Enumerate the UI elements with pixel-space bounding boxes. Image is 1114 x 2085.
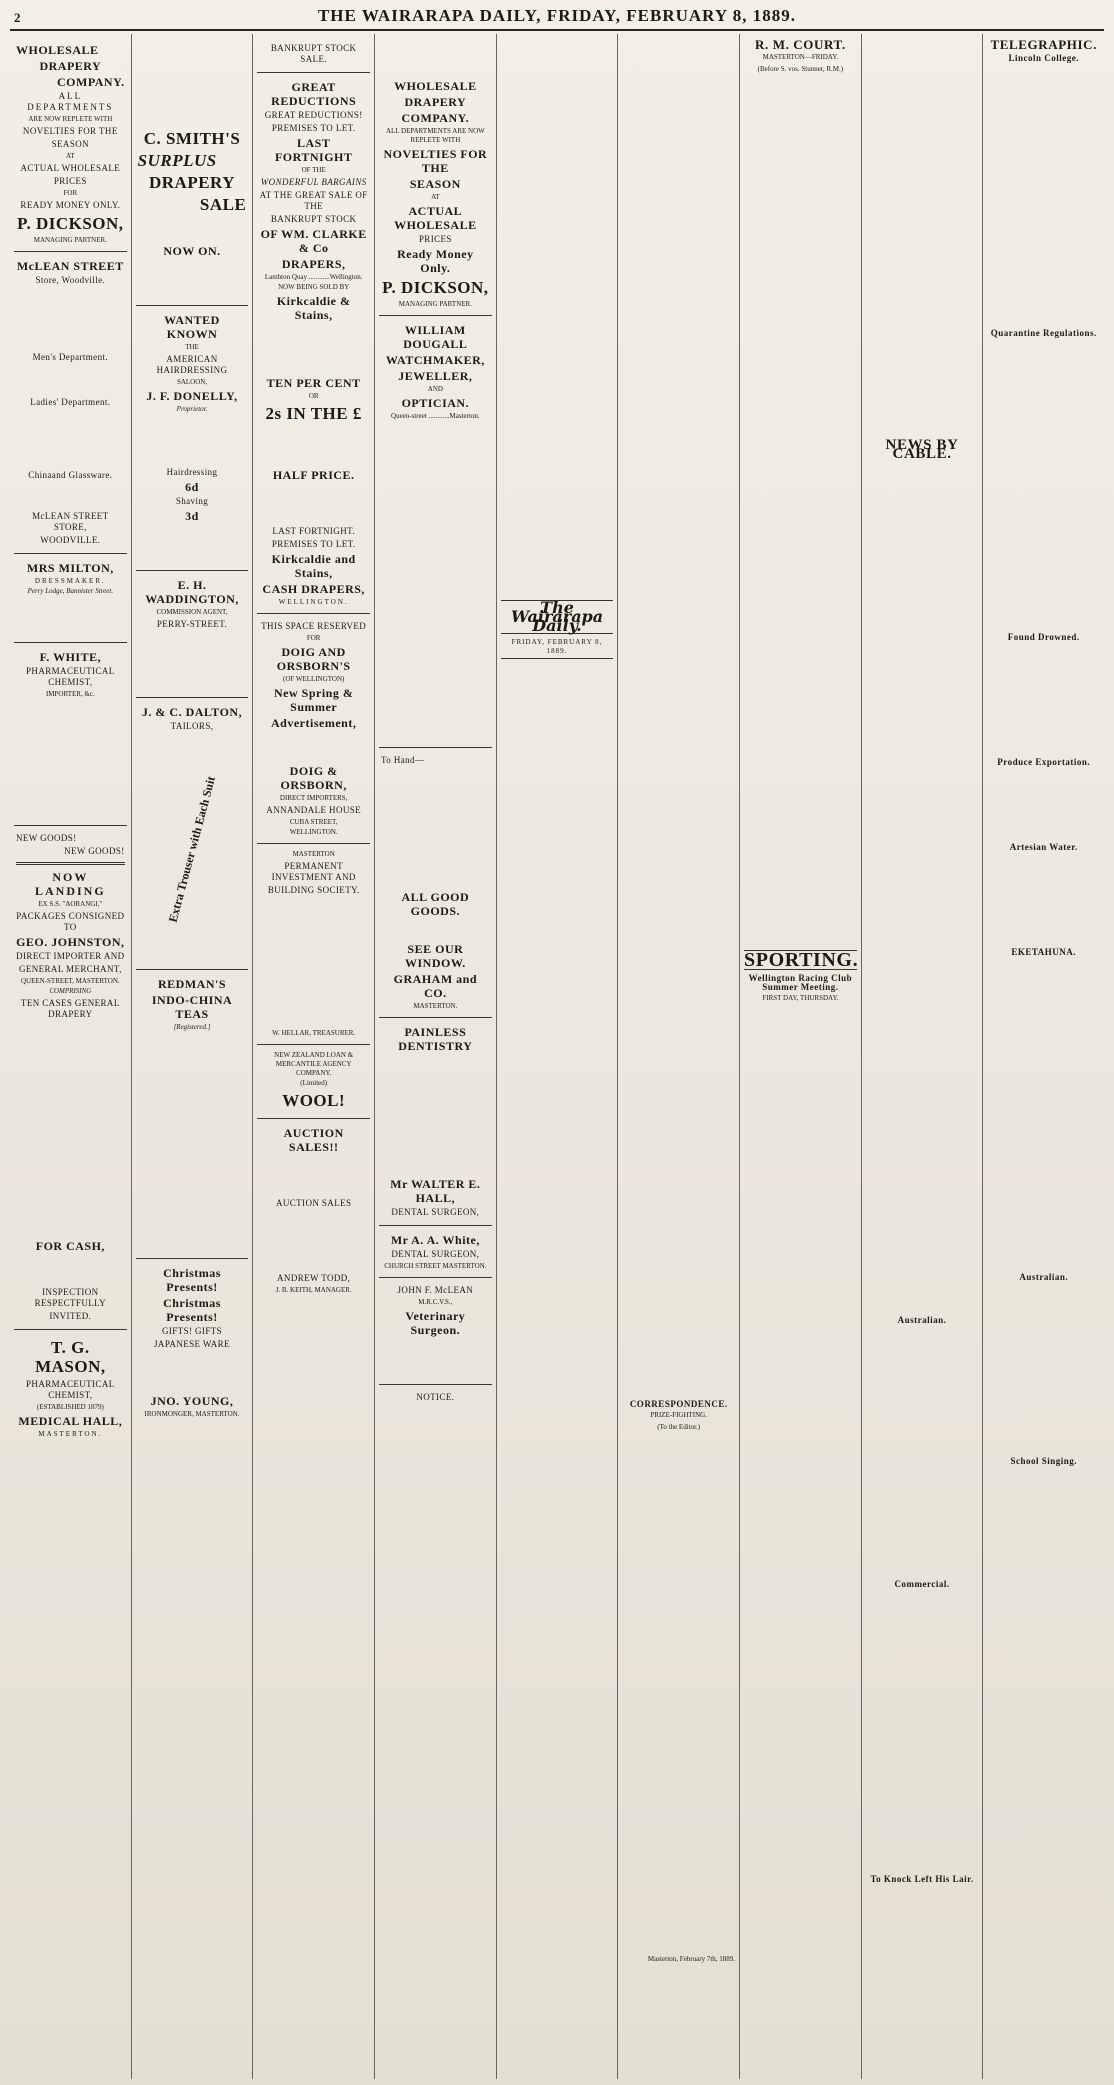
ad-christmas-presents — [136, 1259, 249, 1425]
ad-line: SALOON, — [176, 378, 208, 386]
ad-line: MANAGING PARTNER. — [33, 236, 107, 244]
section-subheading: Wellington Racing Club Summer Meeting. — [748, 973, 853, 992]
ad-line: BANKRUPT STOCK — [270, 214, 357, 224]
ad-line: DOIG AND ORSBORN'S — [276, 645, 351, 673]
ad-line: COMPRISING — [49, 987, 92, 995]
ad-line: Men's Department. — [32, 352, 109, 362]
ad-line: 6d — [185, 480, 199, 494]
ad-line: WOOL! — [282, 1091, 346, 1110]
ad-line: F. WHITE, — [39, 650, 102, 664]
ad-line: Lambton Quay ............Wellington. — [264, 273, 363, 281]
ad-line: CUBA STREET, — [289, 818, 338, 826]
ad-line: McLEAN STREET STORE, — [32, 511, 109, 532]
ad-line: COMMISSION AGENT, — [156, 608, 228, 616]
ad-line: SALE — [199, 195, 247, 214]
ad-line: WANTED KNOWN — [164, 313, 220, 341]
column-4 — [375, 34, 497, 2079]
ad-line: Ready Money Only. — [397, 247, 474, 275]
section-heading: Artesian Water. — [1009, 841, 1078, 852]
ad-line: FOR — [306, 634, 321, 642]
ad-line: Hairdressing — [166, 467, 218, 477]
ad-line: DRAPERS, — [281, 257, 346, 271]
ad-line: AT — [66, 152, 75, 160]
ad-line: DRESSMAKER. — [34, 577, 106, 585]
ad-line: WHOLESALE — [16, 43, 99, 57]
ad-line: CHURCH STREET MASTERTON. — [384, 1262, 487, 1270]
ad-auction-sales — [257, 1119, 370, 1301]
ad-line: WOODVILLE. — [40, 535, 101, 545]
ad-line: NEW GOODS! — [16, 833, 77, 843]
ad-line: SEE OUR WINDOW. — [404, 942, 466, 970]
ad-line: Chinaand Glassware. — [28, 470, 113, 480]
ad-wholesale-drapery-2 — [379, 72, 492, 316]
ad-line: JNO. YOUNG, — [150, 1394, 234, 1408]
ad-c-smith-surplus — [136, 36, 249, 306]
ad-line: LAST FORTNIGHT — [274, 136, 353, 164]
section-heading: Found Drowned. — [1007, 632, 1080, 643]
ad-line: WONDERFUL BARGAINS — [260, 177, 367, 187]
ad-line: AT — [431, 193, 440, 201]
ad-notice — [379, 1385, 492, 1410]
ad-line: DRAPERY — [404, 95, 467, 109]
ad-william-dougall — [379, 316, 492, 748]
ad-line: MEDICAL HALL, — [18, 1414, 123, 1428]
ad-line: NOW ON. — [163, 244, 221, 258]
ad-line: GENERAL MERCHANT, — [18, 964, 122, 974]
section-note: FIRST DAY, THURSDAY. — [762, 993, 839, 1002]
ad-line: THIS SPACE RESERVED — [261, 621, 367, 631]
ad-wholesale-drapery — [14, 36, 127, 252]
section-heading: School Singing. — [1010, 1456, 1077, 1467]
ad-line: P. DICKSON, — [17, 214, 124, 233]
ad-line: (ESTABLISHED 1879) — [36, 1403, 104, 1411]
ad-line: MASTERTON — [292, 850, 335, 858]
ad-f-white — [14, 643, 127, 826]
section-heading: Commercial. — [894, 1579, 950, 1590]
ad-line: (Limited) — [300, 1079, 328, 1087]
ad-line: ANDREW TODD, — [277, 1273, 351, 1283]
ad-line: DIRECT IMPORTERS, — [279, 794, 348, 802]
ad-line: AUCTION SALES — [275, 1198, 352, 1208]
ad-line: GIFTS! GIFTS — [161, 1326, 223, 1336]
ad-line: AUCTION SALES!! — [283, 1126, 344, 1154]
ad-graham-co — [379, 748, 492, 1018]
page-number: 2 — [14, 10, 21, 25]
ad-line: PACKAGES CONSIGNED TO — [16, 911, 125, 932]
ad-line: FOR CASH, — [35, 1239, 105, 1253]
column-6 — [618, 34, 740, 2079]
ad-line: READY MONEY ONLY. — [20, 200, 121, 210]
ad-line: IRONMONGER, MASTERTON. — [144, 1410, 240, 1418]
ad-line: DRAPERY — [39, 59, 102, 73]
ad-new-goods — [14, 826, 127, 1330]
ad-line: M.R.C.V.S., — [418, 1298, 453, 1306]
ad-line: LAST FORTNIGHT. — [272, 526, 355, 536]
ad-waddington — [136, 571, 249, 698]
ad-line: TAILORS, — [170, 721, 214, 731]
ad-line: OR — [308, 392, 319, 400]
ad-line: COMPANY. — [57, 75, 125, 89]
ad-line: GRAHAM and CO. — [393, 972, 478, 1000]
ad-line: IMPORTER, &c. — [45, 690, 95, 698]
ad-line: GEO. JOHNSTON, — [16, 935, 125, 949]
ad-line-rotated: Extra Trouser with Each Suit — [165, 774, 218, 924]
column-7 — [740, 34, 862, 2079]
ad-line: EX S.S. "AORANGI," — [38, 900, 103, 908]
ad-line: Shaving — [175, 496, 209, 506]
section-heading: NEWS BY CABLE. — [885, 437, 959, 462]
ad-dalton-tailors — [136, 698, 249, 970]
ad-line: PREMISES TO LET. — [271, 123, 356, 133]
ad-line: PHARMACEUTICAL CHEMIST, — [26, 666, 115, 687]
ad-a-a-white — [379, 1226, 492, 1278]
column-3 — [253, 34, 375, 2079]
ad-line: INVITED. — [49, 1311, 92, 1321]
ad-line: PAINLESS DENTISTRY — [398, 1025, 473, 1053]
ad-line: OPTICIAN. — [401, 396, 470, 410]
ad-line: JEWELLER, — [398, 369, 473, 383]
ad-line: ACTUAL WHOLESALE — [394, 204, 477, 232]
ad-line: Store, Woodville. — [35, 275, 106, 285]
ad-line: ALL DEPARTMENTS ARE NOW REPLETE WITH — [385, 127, 485, 144]
ad-line: W. HELLAR, TREASURER. — [272, 1029, 356, 1037]
ad-line: Christmas Presents! — [163, 1296, 221, 1324]
ad-line: Kirkcaldie and Stains, — [271, 552, 356, 580]
letter-dateline: Masterton, February 7th, 1889. — [647, 1955, 736, 1964]
ad-line: OF THE — [301, 166, 326, 174]
ad-painless-dentistry — [379, 1018, 492, 1226]
ad-line: To Hand— — [381, 755, 425, 765]
ad-line: Advertisement, — [271, 716, 357, 730]
ad-line: FOR — [63, 189, 78, 197]
ad-line: DRAPERY — [149, 173, 236, 192]
ad-line: NEW ZEALAND LOAN & MERCANTILE AGENCY COMPANY. — [274, 1051, 354, 1077]
ad-line: PERMANENT INVESTMENT AND — [271, 861, 356, 882]
ad-line: (OF WELLINGTON) — [282, 675, 345, 683]
ad-bankrupt-stock — [257, 36, 370, 73]
ad-line: PRICES — [418, 234, 452, 244]
ad-line: AMERICAN HAIRDRESSING — [156, 354, 228, 375]
ad-line: WILLIAM DOUGALL — [403, 323, 468, 351]
ad-line: AND — [427, 385, 443, 393]
ad-line: WELLINGTON. — [289, 828, 338, 836]
ad-line: BUILDING SOCIETY. — [267, 885, 360, 895]
ad-line: TEN PER CENT — [266, 376, 361, 390]
ad-line: McLEAN STREET — [16, 259, 124, 273]
section-heading: EKETAHUNA. — [1011, 946, 1076, 957]
section-heading: CORRESPONDENCE. — [629, 1399, 728, 1409]
ad-line: INSPECTION RESPECTFULLY — [34, 1287, 107, 1308]
ad-line: DENTAL SURGEON, — [391, 1249, 480, 1259]
ad-line: JOHN F. McLEAN — [397, 1285, 474, 1295]
section-heading: TELEGRAPHIC. — [990, 37, 1097, 52]
ad-line: AT THE GREAT SALE OF THE — [259, 190, 368, 211]
ad-line: OF WM. CLARKE & Co — [260, 227, 367, 255]
section-heading: R. M. COURT. — [755, 37, 846, 52]
column-8 — [862, 34, 984, 2079]
ad-line: E. H. WADDINGTON, — [145, 578, 239, 606]
ad-line: J. B. KEITH, MANAGER. — [275, 1286, 352, 1294]
ad-wanted-known — [136, 306, 249, 571]
ad-line: COMPANY. — [401, 111, 470, 125]
section-subheading: PRIZE-FIGHTING. — [650, 1410, 707, 1419]
newspaper-title: THE WAIRARAPA DAILY, FRIDAY, FEBRUARY 8, 1889. — [317, 6, 797, 25]
ad-great-reductions — [257, 73, 370, 614]
ad-line: MASTERTON. — [413, 1002, 458, 1010]
ad-line: ACTUAL WHOLESALE — [20, 163, 121, 173]
ad-line: New Spring & Summer — [274, 686, 354, 714]
ad-line: [Registered.] — [173, 1023, 211, 1031]
ad-building-society — [257, 844, 370, 1045]
ad-t-g-mason — [14, 1330, 127, 1445]
ad-doig-orsborn — [257, 614, 370, 844]
ad-line: ALL GOOD GOODS. — [401, 890, 470, 918]
column-5 — [497, 34, 619, 2079]
ad-mclean-street — [14, 252, 127, 554]
ad-line: Queen-street ............Masterton. — [391, 412, 480, 420]
ad-line: WHOLESALE — [394, 79, 477, 93]
ad-line: NOW BEING SOLD BY — [278, 283, 350, 291]
ad-line: MRS MILTON, — [26, 561, 114, 575]
masthead — [10, 6, 1104, 31]
ad-line: DENTAL SURGEON, — [391, 1207, 480, 1217]
ad-line: PERRY-STREET. — [156, 619, 228, 629]
section-heading: To Knock Left His Lair. — [870, 1874, 974, 1885]
column-9 — [983, 34, 1104, 2079]
ad-line: NEW GOODS! — [64, 846, 125, 856]
ad-line: JAPANESE WARE — [154, 1339, 230, 1349]
ad-line: NOTICE. — [416, 1392, 455, 1402]
ad-line: GREAT REDUCTIONS — [271, 80, 357, 108]
ad-line: SURPLUS — [137, 151, 217, 170]
ad-line: C. SMITH'S — [143, 129, 241, 148]
ad-line: SEASON — [409, 177, 461, 191]
ad-line: 2s IN THE £ — [265, 404, 362, 423]
ad-line: DOIG & ORSBORN, — [280, 764, 347, 792]
section-note: (To the Editor.) — [657, 1422, 701, 1431]
ad-line: THE — [185, 343, 199, 351]
ad-line: ARE NOW REPLETE WITH — [28, 115, 113, 123]
ad-line: PHARMACEUTICAL CHEMIST, — [26, 1379, 115, 1400]
ad-line: J. F. DONELLY, — [146, 389, 238, 403]
column-1 — [10, 34, 132, 2079]
section-subheading: MASTERTON—FRIDAY. — [762, 52, 839, 61]
ad-line: J. & C. DALTON, — [141, 705, 243, 719]
ad-line: NOVELTIES FOR THE — [22, 126, 118, 136]
ad-line: PREMISES TO LET. — [271, 539, 356, 549]
ad-line: WATCHMAKER, — [385, 353, 485, 367]
section-heading: Australian. — [897, 1314, 947, 1325]
ad-line: GREAT REDUCTIONS! — [264, 110, 363, 120]
columns — [10, 34, 1104, 2079]
ad-line: Perry Lodge, Bannister Street. — [27, 587, 114, 595]
ad-line: INDO-CHINA TEAS — [151, 993, 233, 1021]
ad-line: TEN CASES GENERAL DRAPERY — [20, 998, 120, 1019]
ad-line: Christmas Presents! — [163, 1266, 221, 1294]
ad-line: T. G. MASON, — [35, 1338, 106, 1376]
ad-line: QUEEN-STREET, MASTERTON. — [20, 977, 120, 985]
ad-line: P. DICKSON, — [382, 278, 489, 297]
ad-line: CASH DRAPERS, — [262, 582, 365, 596]
ad-line: MASTERTON. — [38, 1430, 103, 1438]
ad-line: REDMAN'S — [158, 977, 227, 991]
ad-line: Proprietor. — [176, 405, 208, 413]
ad-line: HALF PRICE. — [272, 468, 355, 482]
ad-line: DIRECT IMPORTER AND — [16, 951, 125, 961]
ad-line: 3d — [185, 509, 199, 523]
section-heading: Australian. — [1019, 1271, 1069, 1282]
ad-line: Mr A. A. White, — [390, 1233, 480, 1247]
section-heading: SPORTING. — [744, 949, 859, 972]
editorial-nameplate: The Wairarapa Daily. — [501, 600, 614, 634]
ad-line: SEASON — [51, 139, 90, 149]
ad-line: ALL DEPARTMENTS — [27, 91, 114, 112]
column-2 — [132, 34, 254, 2079]
ad-line: Mr WALTER E. HALL, — [390, 1177, 481, 1205]
section-note: (Before S. vos. Stunner, R.M.) — [757, 64, 844, 73]
ad-redmans-teas — [136, 970, 249, 1259]
ad-line: Kirkcaldie & Stains, — [276, 294, 351, 322]
ad-line: NOW LANDING — [35, 870, 106, 898]
editorial-dateline: FRIDAY, FEBRUARY 8, 1889. — [501, 638, 614, 659]
ad-line: Veterinary Surgeon. — [405, 1309, 466, 1337]
ad-line: MANAGING PARTNER. — [398, 300, 472, 308]
ad-mrs-milton — [14, 554, 127, 643]
ad-line: BANKRUPT STOCK SALE. — [270, 43, 357, 64]
ad-mclean-vet — [379, 1278, 492, 1385]
section-subheading: Lincoln College. — [1008, 52, 1079, 63]
section-heading: Quarantine Regulations. — [990, 327, 1097, 338]
ad-line: ANNANDALE HOUSE — [266, 805, 362, 815]
ad-line: Ladies' Department. — [30, 397, 111, 407]
ad-line: PRICES — [53, 176, 87, 186]
ad-nz-loan — [257, 1045, 370, 1119]
section-heading: Produce Exportation. — [997, 757, 1091, 768]
ad-line: NOVELTIES FOR THE — [383, 147, 488, 175]
ad-line: WELLINGTON. — [278, 598, 349, 606]
